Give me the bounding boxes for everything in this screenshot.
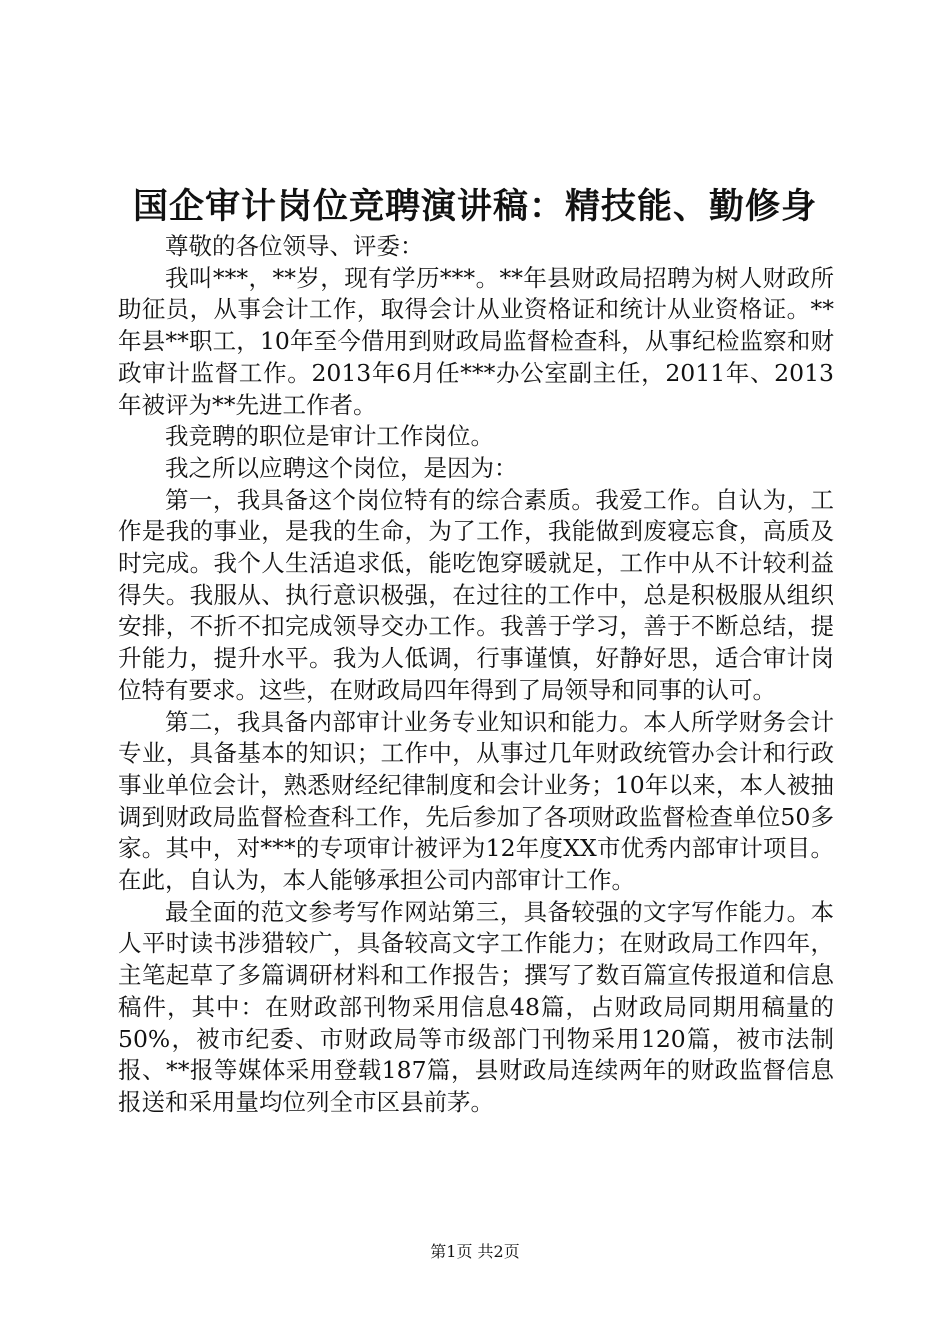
document-body [118,231,834,1119]
paragraph-first-reason: 第一，我具备这个岗位特有的综合素质。我爱工作。自认为，工作是我的事业，是我的生命，为了工作，我能做到废寝忘食，高质及时完成。我个人生活追求低，能吃饱穿暖就足，工作中从不计较利益得失。我服从、执行意识极强，在过往的工作中，总是积极服从组织安排，不折不扣完成领导交办工作。我善于学习，善于不断总结，提升能力，提升水平。我为人低调，行事谨慎，好静好思，适合审计岗位特有要求。这些，在财政局四年得到了局领导和同事的认可。 [118,485,834,704]
page-number-footer: 第1页 共2页 [430,1242,520,1261]
paragraph-salutation: 尊敬的各位领导、评委： [165,232,424,260]
paragraph-second-reason: 第二，我具备内部审计业务专业知识和能力。本人所学财务会计专业，具备基本的知识；工作中，从事过几年财政统管办会计和行政事业单位会计，熟悉财经纪律制度和会计业务；10年以来，本人被抽调到财政局监督检查科工作，先后参加了各项财政监督检查单位50多家。其中，对***的专项审计被评为12年度XX市优秀内部审计项目。在此，自认为，本人能够承担公司内部审计工作。 [118,707,834,895]
paragraph-position: 我竞聘的职位是审计工作岗位。 [165,422,494,451]
document-title: 国企审计岗位竞聘演讲稿：精技能、勤修身 [132,186,817,227]
paragraph-introduction: 我叫***，**岁，现有学历***。**年县财政局招聘为树人财政所助征员，从事会计工作，取得会计从业资格证和统计从业资格证。**年县**职工，10年至今借用到财政局监督检查科，从事纪检监察和财政审计监督工作。2013年6月任***办公室副主任，2011年、2013年被评为**先进工作者。 [118,263,834,419]
paragraph-reason-intro: 我之所以应聘这个岗位，是因为： [165,453,518,482]
paragraph-third-reason: 最全面的范文参考写作网站第三，具备较强的文字写作能力。本人平时读书涉猎较广，具备较高文字工作能力；在财政局工作四年，主笔起草了多篇调研材料和工作报告；撰写了数百篇宣传报道和信息稿件，其中：在财政部刊物采用信息48篇，占财政局同期用稿量的50%，被市纪委、市财政局等市级部门刊物采用120篇，被市法制报、**报等媒体采用登载187篇，县财政局连续两年的财政监督信息报送和采用量均位列全市区县前茅。 [118,897,834,1116]
